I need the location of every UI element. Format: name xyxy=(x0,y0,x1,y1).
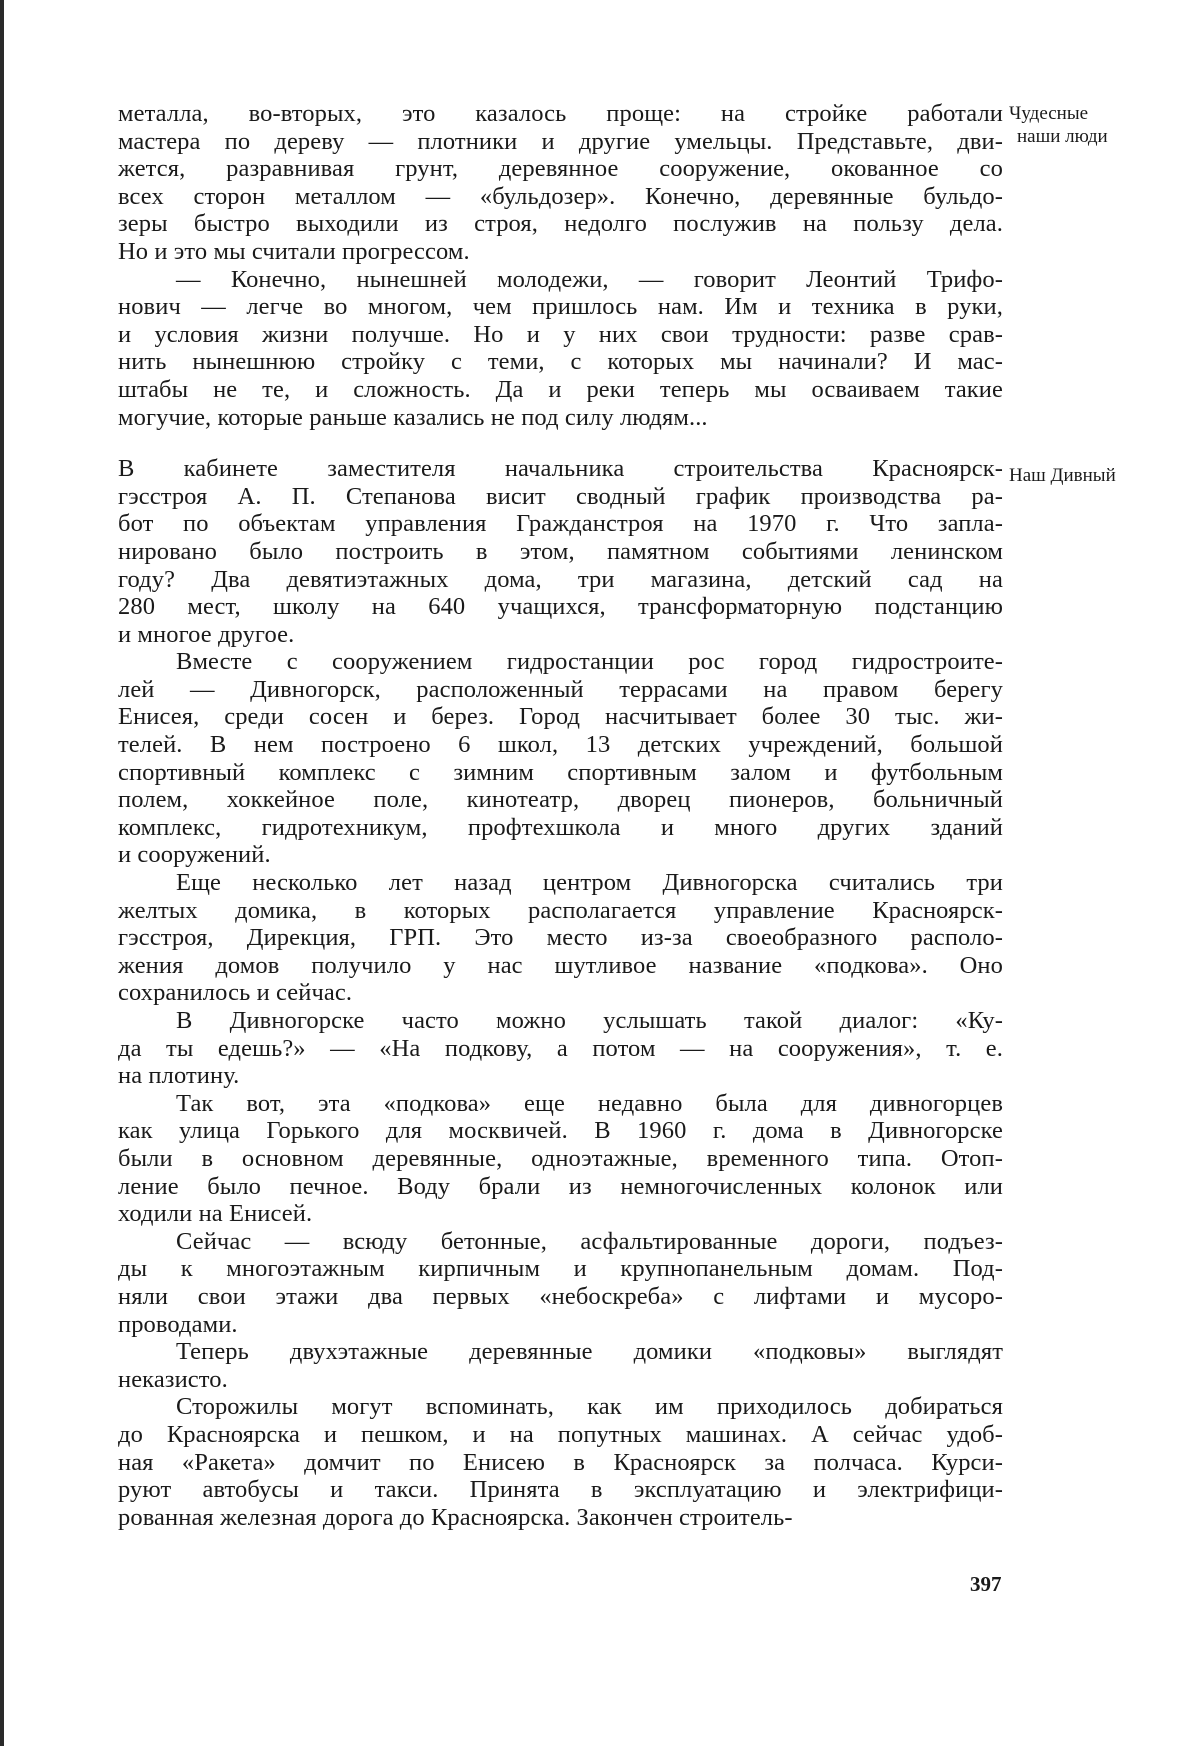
paragraph xyxy=(118,1007,1003,1090)
text-line: неказисто. xyxy=(118,1365,228,1393)
margin-note-people xyxy=(1009,102,1179,148)
text-line: Но и это мы считали прогрессом. xyxy=(118,237,470,265)
margin-note-line: Наш Дивный xyxy=(1009,465,1116,486)
main-text-column xyxy=(118,100,1003,1531)
text-line: мастера по дереву — плотники и другие умельцы. Представьте, дви- xyxy=(118,127,1003,155)
paragraph xyxy=(118,1228,1003,1338)
text-line: Теперь двухэтажные деревянные домики «подковы» выглядят xyxy=(176,1338,1003,1366)
text-line: всех сторон металлом — «бульдозер». Конечно, деревянные бульдо- xyxy=(118,182,1003,210)
text-line: да ты едешь?» — «На подкову, а потом — на сооружения», т. е. xyxy=(118,1034,1003,1062)
text-line: зеры быстро выходили из строя, недолго послужив на пользу дела. xyxy=(118,210,1003,238)
text-line: Енисея, среди сосен и берез. Город насчитывает более 30 тыс. жи- xyxy=(118,703,1003,731)
text-line: сохранилось и сейчас. xyxy=(118,979,353,1007)
text-line: до Красноярска и пешком, и на попутных машинах. А сейчас удоб- xyxy=(118,1420,1003,1448)
text-line: нович — легче во многом, чем пришлось нам. Им и техника в руки, xyxy=(118,293,1003,321)
paragraph xyxy=(118,869,1003,1007)
text-line: — Конечно, нынешней молодежи, — говорит Леонтий Трифо- xyxy=(176,265,1003,293)
text-line: и сооружений. xyxy=(118,841,271,869)
text-line: Так вот, эта «подкова» еще недавно была для дивногорцев xyxy=(176,1089,1003,1117)
text-line: как улица Горького для москвичей. В 1960 г. дома в Дивногорске xyxy=(118,1117,1003,1145)
text-line: гэсстроя А. П. Степанова висит сводный график производства ра- xyxy=(118,482,1003,510)
text-line: желтых домика, в которых располагается управление Красноярск- xyxy=(118,896,1003,924)
text-line: проводами. xyxy=(118,1310,238,1338)
text-line: Вместе с сооружением гидростанции рос город гидростроите- xyxy=(176,648,1003,676)
text-line: жения домов получило у нас шутливое название «подкова». Оно xyxy=(118,951,1003,979)
text-line: металла, во-вторых, это казалось проще: на стройке работали xyxy=(118,100,1003,127)
text-line: и условия жизни получше. Но и у них свои трудности: разве срав- xyxy=(118,320,1003,348)
paragraph xyxy=(118,100,1003,266)
text-line: В кабинете заместителя начальника строительства Красноярск- xyxy=(118,455,1003,483)
text-line: бот по объектам управления Гражданстроя на 1970 г. Что запла- xyxy=(118,510,1003,538)
text-line: гэсстроя, Дирекция, ГРП. Это место из-за своеобразного располо- xyxy=(118,924,1003,952)
text-line: 280 мест, школу на 640 учащихся, трансформаторную подстанцию xyxy=(118,593,1003,621)
margin-note-line: наши люди xyxy=(1017,126,1108,147)
text-line: полем, хоккейное поле, кинотеатр, дворец пионеров, больничный xyxy=(118,786,1003,814)
text-line: на плотину. xyxy=(118,1062,240,1090)
text-line: комплекс, гидротехникум, профтехшкола и много других зданий xyxy=(118,813,1003,841)
text-line: Сторожилы могут вспоминать, как им приходилось добираться xyxy=(176,1393,1003,1421)
paragraph xyxy=(118,1338,1003,1393)
text-line: Сейчас — всюду бетонные, асфальтированные дороги, подъез- xyxy=(176,1227,1003,1255)
text-line: штабы не те, и сложность. Да и реки теперь мы осваиваем такие xyxy=(118,375,1003,403)
text-line: были в основном деревянные, одноэтажные, временного типа. Отоп- xyxy=(118,1144,1003,1172)
text-line: и многое другое. xyxy=(118,620,295,648)
text-line: В Дивногорске часто можно услышать такой диалог: «Ку- xyxy=(176,1007,1003,1034)
paragraph xyxy=(118,1393,1003,1531)
margin-note-line: Чудесные xyxy=(1009,103,1089,124)
text-line: ходили на Енисей. xyxy=(118,1200,313,1228)
text-line: жется, разравнивая грунт, деревянное сооружение, окованное со xyxy=(118,155,1003,183)
text-line: ление было печное. Воду брали из немногочисленных колонок или xyxy=(118,1172,1003,1200)
text-line: лей — Дивногорск, расположенный террасами на правом берегу xyxy=(118,675,1003,703)
text-line: рованная железная дорога до Красноярска. Закончен строитель- xyxy=(118,1503,793,1531)
paragraph xyxy=(118,648,1003,869)
text-line: спортивный комплекс с зимним спортивным залом и футбольным xyxy=(118,758,1003,786)
text-line: телей. В нем построено 6 школ, 13 детских учреждений, большой xyxy=(118,731,1003,759)
text-line: руют автобусы и такси. Принята в эксплуатацию и электрифици- xyxy=(118,1476,1003,1504)
text-line: ная «Ракета» домчит по Енисею в Красноярск за полчаса. Курси- xyxy=(118,1448,1003,1476)
paragraph xyxy=(118,266,1003,432)
page-number: 397 xyxy=(970,1572,1002,1596)
text-line: нировано было построить в этом, памятном событиями ленинском xyxy=(118,537,1003,565)
text-line: няли свои этажи два первых «небоскреба» с лифтами и мусоро- xyxy=(118,1282,1003,1310)
text-line: могучие, которые раньше казались не под силу людям... xyxy=(118,403,708,431)
margin-note-divny xyxy=(1009,464,1179,487)
page-edge xyxy=(0,0,4,1746)
paragraph xyxy=(118,455,1003,648)
text-line: нить нынешнюю стройку с теми, с которых мы начинали? И мас- xyxy=(118,348,1003,376)
text-line: ды к многоэтажным кирпичным и крупнопанельным домам. Под- xyxy=(118,1255,1003,1283)
section-gap xyxy=(118,431,1003,455)
text-line: году? Два девятиэтажных дома, три магазина, детский сад на xyxy=(118,565,1003,593)
paragraph xyxy=(118,1090,1003,1228)
text-line: Еще несколько лет назад центром Дивногорска считались три xyxy=(176,869,1003,897)
